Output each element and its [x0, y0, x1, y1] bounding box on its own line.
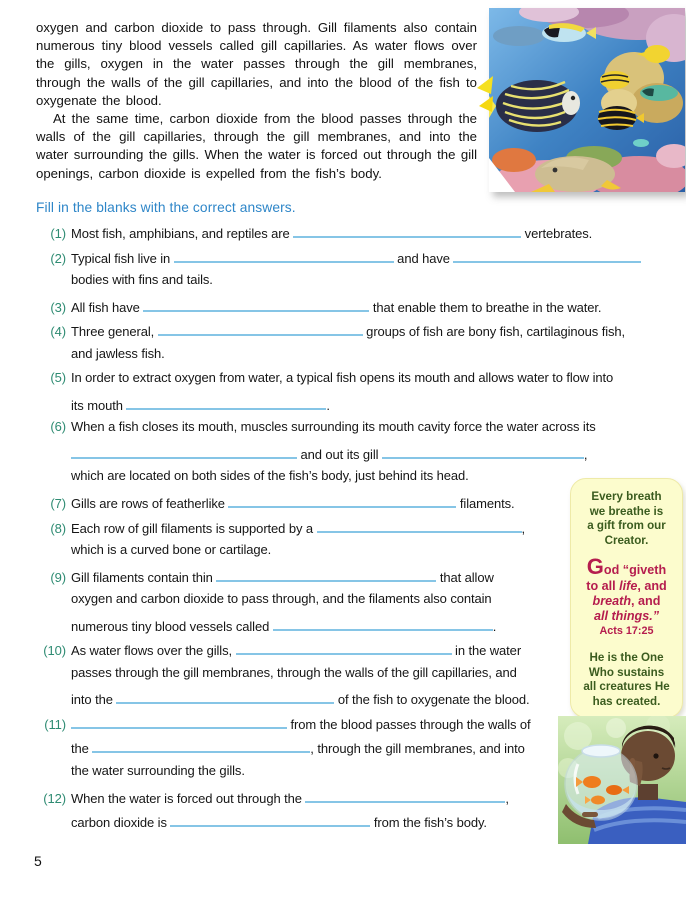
- question-text: .: [492, 618, 497, 634]
- sidebar-quote-line: a gift from our: [587, 519, 666, 533]
- question-text: from the fish’s body.: [370, 815, 487, 831]
- verse-text: all things.”: [593, 608, 660, 623]
- question-text: .: [326, 397, 330, 413]
- fill-in-blank[interactable]: [116, 689, 334, 704]
- fill-in-blank[interactable]: [228, 493, 456, 508]
- sidebar-quote-line: Creator.: [604, 533, 649, 547]
- question-text: Most fish, amphibians, and reptiles are: [71, 226, 294, 241]
- question-line: [35, 346, 676, 371]
- question-text: of the fish to oxygenate the blood.: [334, 692, 530, 708]
- question-text: When a fish closes its mouth, muscles surrounding its mouth cavity force the water across its: [71, 419, 596, 435]
- question-line: [35, 297, 676, 322]
- boy-with-fishbowl-photo: [558, 716, 686, 844]
- question-line: [35, 444, 676, 469]
- sidebar-quote-line: we breathe is: [589, 504, 664, 518]
- intro-paragraph-1: oxygen and carbon dioxide to pass through. Gill filaments also contain numerous tiny blood vessels called gill capillaries. As water flows over the gills, oxygen in the water passes through the gill membranes, through the walls of the gill capillaries, and into the blood of the fish to oxygenate the blood.: [36, 20, 477, 108]
- sidebar-quote-line: Every breath: [591, 490, 662, 503]
- question-text: In order to extract oxygen from water, a typical fish opens its mouth and allows water to flow into: [71, 370, 614, 386]
- verse-text: breath: [592, 593, 632, 608]
- question-text: its mouth: [71, 397, 127, 413]
- coral-reef-illustration: [489, 8, 685, 192]
- question-text: Gills are rows of featherlike: [71, 496, 229, 512]
- question-line: [35, 419, 676, 444]
- verse-line: [571, 579, 682, 594]
- question-text: and jawless fish.: [71, 345, 165, 361]
- fill-in-blank[interactable]: [158, 321, 363, 336]
- question-line: [35, 370, 676, 395]
- question-text: and have: [393, 250, 454, 266]
- question-text: carbon dioxide is: [71, 815, 171, 831]
- fill-in-blank[interactable]: [293, 223, 521, 238]
- question-text: which is a curved bone or cartilage.: [71, 542, 272, 558]
- sidebar-quote-line: has created.: [592, 694, 661, 708]
- question-text: that allow: [436, 569, 494, 585]
- question-text: Gill filaments contain thin: [71, 569, 217, 585]
- verse-line: [571, 594, 682, 609]
- question-text: Typical fish live in: [71, 250, 174, 266]
- question-text: passes through the gill membranes, through the walls of the gill capillaries, and: [71, 664, 517, 680]
- question-text: bodies with fins and tails.: [71, 272, 213, 288]
- fill-in-blank[interactable]: [317, 518, 522, 533]
- question-number: (9): [50, 569, 66, 585]
- question-number: (5): [50, 370, 66, 386]
- scripture-sidebar: [570, 478, 683, 718]
- verse-text: to all: [586, 578, 620, 593]
- question-text: ,: [521, 520, 526, 536]
- sidebar-quote-line: Who sustains: [588, 665, 665, 679]
- question-text: groups of fish are bony fish, cartilaginous fish,: [362, 324, 626, 340]
- fill-in-blank[interactable]: [453, 248, 641, 263]
- fill-in-blank[interactable]: [170, 812, 370, 827]
- fill-in-blank[interactable]: [126, 395, 326, 410]
- verse-text: , and: [631, 593, 661, 608]
- question-number: (12): [43, 790, 66, 806]
- question-text: , through the gill membranes, and into: [310, 741, 525, 757]
- question-line: [35, 223, 676, 248]
- question-text: the water surrounding the gills.: [71, 763, 245, 779]
- question-number: (3): [50, 299, 66, 315]
- question-line: [35, 248, 676, 273]
- overflow-yellow-fish-icon: [473, 72, 493, 114]
- question-text: ,: [583, 446, 588, 462]
- coral-reef-photo: [489, 8, 685, 192]
- question-line: [35, 272, 676, 297]
- sidebar-quote-bottom: [571, 651, 682, 709]
- question-text: into the: [71, 692, 117, 708]
- sidebar-quote-line: all creatures He: [583, 680, 670, 694]
- fill-in-blank[interactable]: [273, 616, 493, 631]
- question-line: [35, 395, 676, 420]
- verse-reference: Acts 17:25: [599, 625, 654, 638]
- question-line: [35, 321, 676, 346]
- question-number: (6): [50, 419, 66, 435]
- fill-in-blanks-instructions: Fill in the blanks with the correct answers.: [36, 200, 296, 215]
- verse-text: , and: [637, 578, 667, 593]
- question-text: and out its gill: [297, 446, 382, 462]
- question-text: oxygen and carbon dioxide to pass through, and the filaments also contain: [71, 591, 492, 607]
- boy-fishbowl-illustration: [558, 716, 686, 844]
- question-text: the: [71, 741, 93, 757]
- question-number: (11): [44, 716, 66, 732]
- question-text: ,: [505, 790, 509, 806]
- fill-in-blank[interactable]: [305, 788, 505, 803]
- question-text: which are located on both sides of the fish’s body, just behind its head.: [71, 468, 469, 484]
- verse-text: life: [619, 578, 638, 593]
- intro-paragraph-2: At the same time, carbon dioxide from the blood passes through the walls of the gill capillaries, through the gill membranes, and into the water surrounding the gills. When the water is forced out through the gill openings, carbon dioxide is expelled from the fish’s body.: [36, 111, 477, 181]
- question-text: in the water: [451, 643, 522, 659]
- question-number: (10): [43, 643, 66, 659]
- fill-in-blank[interactable]: [174, 248, 394, 263]
- fill-in-blank[interactable]: [236, 640, 452, 655]
- question-text: When the water is forced out through the: [71, 790, 306, 806]
- verse-line: [571, 609, 682, 624]
- sidebar-quote-top: [571, 490, 682, 548]
- question-text: vertebrates.: [521, 226, 593, 241]
- question-text: As water flows over the gills,: [71, 643, 236, 659]
- question-number: (7): [50, 496, 66, 512]
- question-text: numerous tiny blood vessels called: [71, 618, 273, 634]
- question-text: Three general,: [71, 324, 158, 340]
- question-text: All fish have: [71, 299, 144, 315]
- intro-text-block: [36, 19, 477, 183]
- question-text: filaments.: [456, 496, 515, 512]
- page-number: 5: [34, 853, 42, 869]
- question-number: (4): [50, 324, 66, 340]
- sidebar-quote-line: He is the One: [589, 651, 664, 665]
- fill-in-blank[interactable]: [71, 444, 297, 459]
- question-number: (8): [50, 520, 66, 536]
- fill-in-blank[interactable]: [92, 738, 310, 753]
- question-number: (2): [50, 250, 66, 266]
- fill-in-blank[interactable]: [216, 567, 436, 582]
- question-text: Each row of gill filaments is supported by a: [71, 520, 317, 536]
- fill-in-blank[interactable]: [71, 714, 287, 729]
- fill-in-blank[interactable]: [382, 444, 584, 459]
- question-text: from the blood passes through the walls of: [287, 716, 531, 732]
- verse-line: God “giveth: [586, 554, 667, 580]
- question-text: that enable them to breathe in the water.: [369, 299, 602, 315]
- question-number: (1): [50, 226, 66, 241]
- bible-verse: [571, 554, 682, 624]
- fill-in-blank[interactable]: [143, 297, 369, 312]
- verse-drop-cap: G: [586, 554, 604, 580]
